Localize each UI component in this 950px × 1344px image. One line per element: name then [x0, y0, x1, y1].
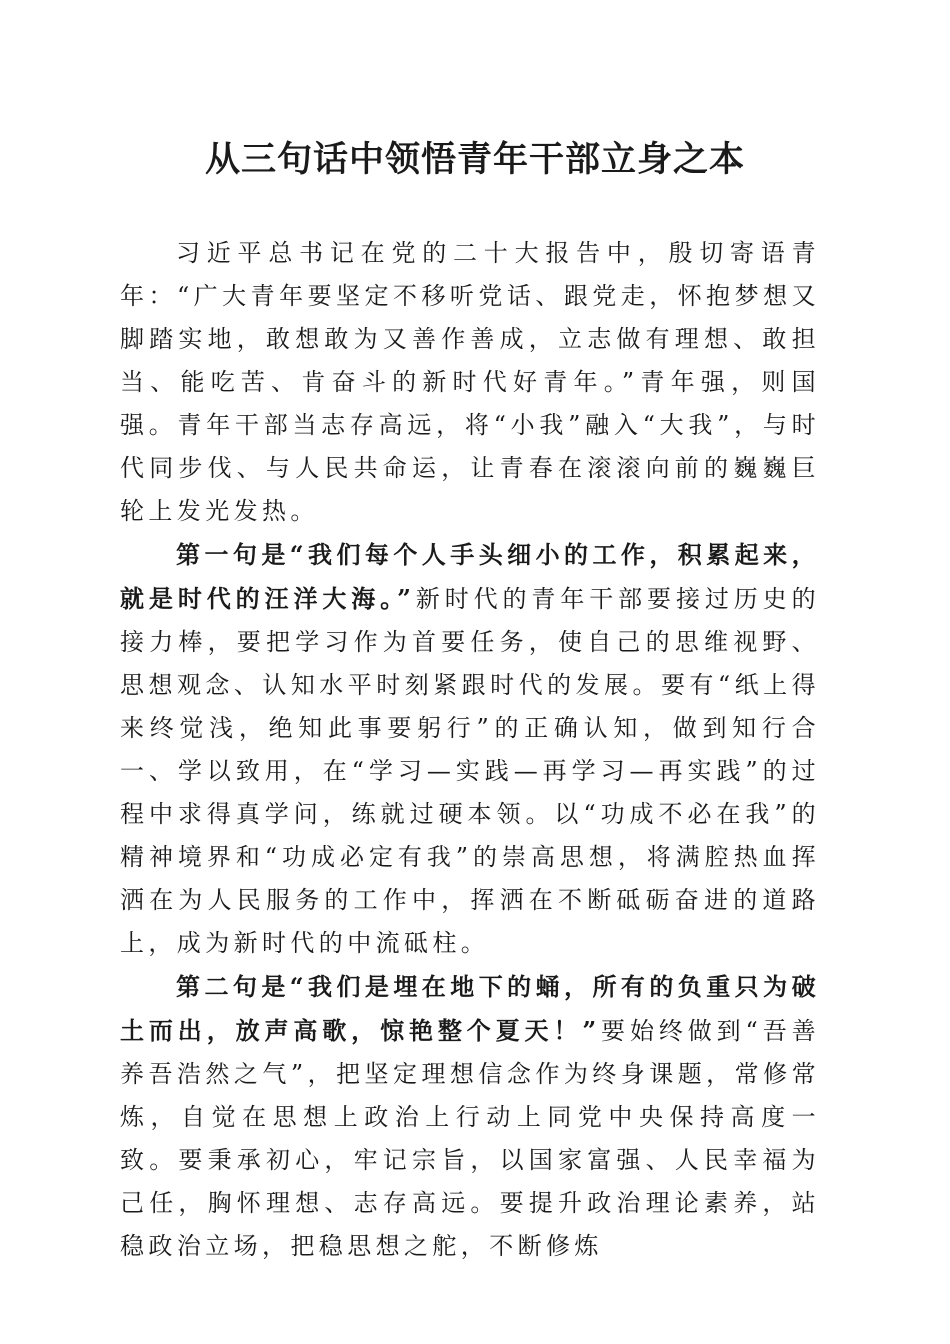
- paragraph-second-sentence: [120, 965, 820, 1268]
- paragraph-text: 要始终做到“吾善养吾浩然之气”，把坚定理想信念作为终身课题，常修常炼，自觉在思想上政治上行动上同党中央保持高度一致。要秉承初心，牢记宗旨，以国家富强、人民幸福为己任，胸怀理想、志存高远。要提升政治理论素养，站稳政治立场，把稳思想之舵，不断修炼: [120, 1017, 820, 1260]
- document-title: 从三句话中领悟青年干部立身之本: [204, 139, 745, 180]
- document-body: [120, 232, 820, 1268]
- paragraph-text: 习近平总书记在党的二十大报告中，殷切寄语青年：“广大青年要坚定不移听党话、跟党走，怀抱梦想又脚踏实地，敢想敢为又善作善成，立志做有理想、敢担当、能吃苦、肯奋斗的新时代好青年。”青年强，则国强。青年干部当志存高远，将“小我”融入“大我”，与时代同步伐、与人民共命运，让青春在滚滚向前的巍巍巨轮上发光发热。: [120, 239, 820, 525]
- paragraph-lead: 第一句是“我们每个人手头细小的工作，积累起来，就是时代的汪洋大海。”: [120, 540, 820, 613]
- paragraph-text: 新时代的青年干部要接过历史的接力棒，要把学习作为首要任务，使自己的思维视野、思想观念、认知水平时刻紧跟时代的发展。要有“纸上得来终觉浅，绝知此事要躬行”的正确认知，做到知行合一、学以致用，在“学习—实践—再学习—再实践”的过程中求得真学问，练就过硬本领。以“功成不必在我”的精神境界和“功成必定有我”的崇高思想，将满腔热血挥洒在为人民服务的工作中，挥洒在不断砥砺奋进的道路上，成为新时代的中流砥柱。: [120, 585, 820, 957]
- paragraph-intro: [120, 232, 820, 533]
- paragraph-lead: 第二句是“我们是埋在地下的蛹，所有的负重只为破土而出，放声高歌，惊艳整个夏天！”: [120, 972, 820, 1045]
- paragraph-first-sentence: [120, 533, 820, 965]
